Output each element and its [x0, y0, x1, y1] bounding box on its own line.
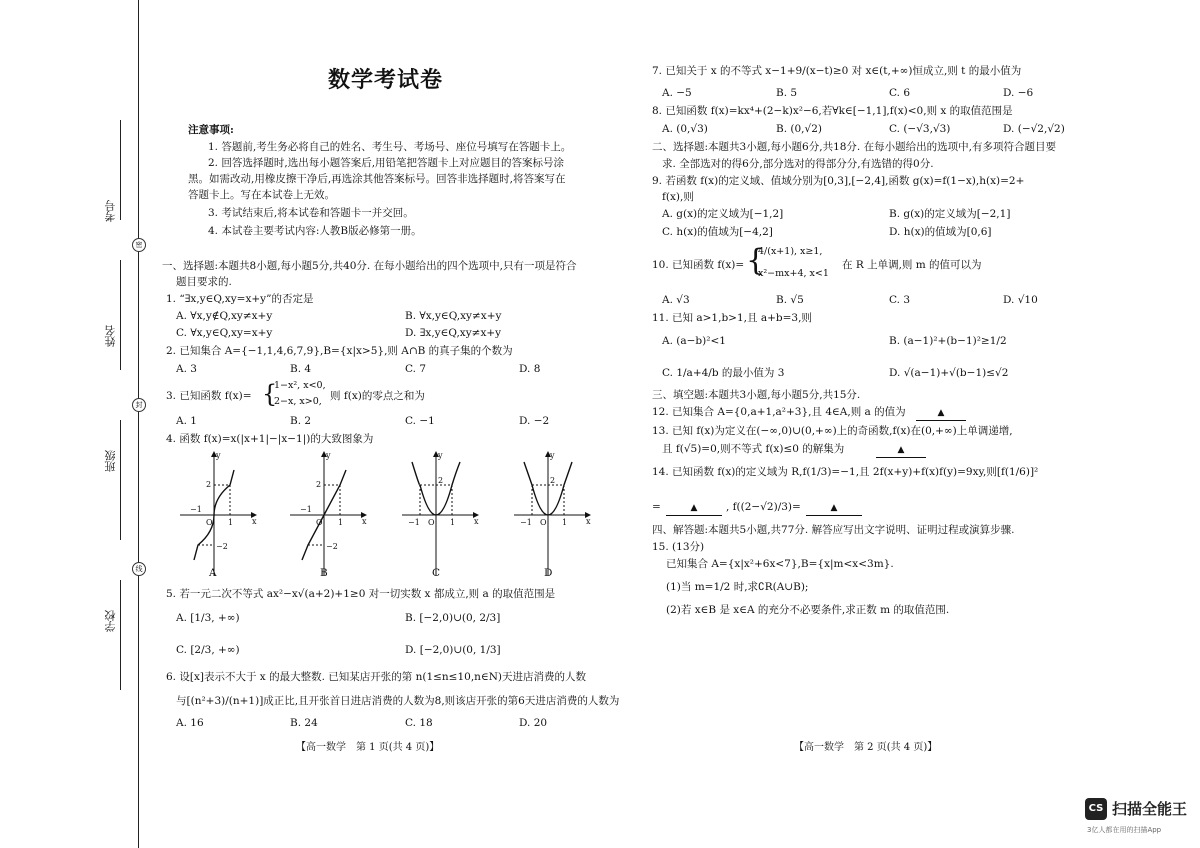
section-4-heading: 四、解答题:本题共5小题,共77分. 解答应写出文字说明、证明过程或演算步骤.: [652, 524, 1015, 536]
notice-heading: 注意事项:: [188, 124, 234, 136]
camscanner-tagline: 3亿人都在用的扫描App: [1087, 826, 1162, 834]
notice-line: 黑。如需改动,用橡皮擦干净后,再选涂其他答案标号。回答非选择题时,将答案写在: [188, 173, 566, 185]
question-8: 8. 已知函数 f(x)=kx⁴+(2−k)x²−6,若∀k∈[−1,1],f(x)<0,则 x 的取值范围是: [652, 105, 1013, 117]
svg-text:−1: −1: [190, 505, 202, 514]
banji-line: [120, 420, 121, 540]
q3-piece-2: 2−x, x>0,: [274, 396, 322, 407]
svg-text:y: y: [550, 451, 555, 460]
q4-graphs: [172, 448, 612, 582]
question-14-eq: =: [652, 501, 661, 513]
svg-text:O: O: [428, 518, 435, 527]
q11-option-b: B. (a−1)²+(b−1)²≥1/2: [889, 335, 1007, 347]
svg-text:O: O: [206, 518, 213, 527]
svg-text:2: 2: [206, 480, 212, 489]
brace: {: [262, 380, 278, 408]
question-12: 12. 已知集合 A={0,a+1,a²+3},且 4∈A,则 a 的值为: [652, 406, 906, 418]
q11-option-d: D. √(a−1)+√(b−1)≤√2: [889, 367, 1009, 379]
notice-line: 答题卡上。写在本试卷上无效。: [188, 189, 335, 201]
xingming-label: 姓名: [104, 325, 117, 347]
question-9-line-2: f(x),则: [662, 191, 694, 203]
q8-option-a: A. (0,√3): [662, 123, 708, 135]
q5-option-d: D. [−2,0)∪(0, 1/3]: [405, 644, 501, 656]
camscanner-logo-icon: CS: [1085, 798, 1107, 820]
q2-option-a: A. 3: [176, 363, 197, 375]
svg-text:−1: −1: [520, 518, 532, 527]
q8-option-d: D. (−√2,√2): [1003, 123, 1065, 135]
notice-line: 2. 回答选择题时,选出每小题答案后,用铅笔把答题卡上对应题目的答案标号涂: [208, 157, 565, 169]
q9-option-b: B. g(x)的定义域为[−2,1]: [889, 208, 1011, 220]
q7-option-b: B. 5: [776, 87, 798, 99]
question-13-line-1: 13. 已知 f(x)为定义在(−∞,0)∪(0,+∞)上的奇函数,f(x)在(0,+∞)上单调递增,: [652, 425, 1013, 437]
q2-option-d: D. 8: [519, 363, 541, 375]
question-2: 2. 已知集合 A={−1,1,4,6,7,9},B={x|x>5},则 A∩B 的真子集的个数为: [166, 345, 513, 357]
answer-blank-14b[interactable]: ▲: [806, 501, 862, 516]
question-15-part-1: (1)当 m=1/2 时,求∁R(A∪B);: [666, 581, 809, 593]
q8-option-b: B. (0,√2): [776, 123, 822, 135]
q6-option-c: C. 18: [405, 717, 433, 729]
svg-text:x: x: [362, 517, 367, 526]
svg-text:x: x: [586, 517, 591, 526]
section-3-heading: 三、填空题:本题共3小题,每小题5分,共15分.: [652, 389, 861, 401]
seal-mark-1: 密: [132, 238, 146, 252]
svg-text:y: y: [438, 451, 443, 460]
graph-label-d: D: [544, 567, 553, 579]
answer-blank-12[interactable]: ▲: [916, 406, 966, 421]
svg-text:2: 2: [316, 480, 322, 489]
binding-line: [138, 0, 139, 848]
q5-option-b: B. [−2,0)∪(0, 2/3]: [405, 612, 501, 624]
q3-option-b: B. 2: [290, 415, 312, 427]
banji-label: 班级: [104, 450, 117, 472]
camscanner-name: 扫描全能王: [1112, 800, 1188, 818]
graph-d: [514, 452, 590, 576]
q3-option-a: A. 1: [176, 415, 197, 427]
q1-option-c: C. ∀x,y∈Q,xy=x+y: [176, 327, 273, 339]
question-7: 7. 已知关于 x 的不等式 x−1+9/(x−t)≥0 对 x∈(t,+∞)恒成立,则 t 的最小值为: [652, 65, 1022, 77]
question-5: 5. 若一元二次不等式 ax²−x√(a+2)+1≥0 对一切实数 x 都成立,则 a 的取值范围是: [166, 588, 556, 600]
question-10-tail: 在 R 上单调,则 m 的值可以为: [842, 259, 982, 271]
q9-option-a: A. g(x)的定义域为[−1,2]: [662, 208, 784, 220]
xuexiao-line: [120, 580, 121, 690]
question-9-line-1: 9. 若函数 f(x)的定义域、值域分别为[0,3],[−2,4],函数 g(x)=f(1−x),h(x)=2+: [652, 175, 1025, 187]
kaohao-line: [120, 120, 121, 220]
q5-option-a: A. [1/3, +∞): [176, 612, 240, 624]
question-10-lead: 10. 已知函数 f(x)=: [652, 259, 745, 271]
q7-option-d: D. −6: [1003, 87, 1034, 99]
q10-option-d: D. √10: [1003, 294, 1038, 306]
svg-text:O: O: [316, 518, 323, 527]
question-11: 11. 已知 a>1,b>1,且 a+b=3,则: [652, 312, 812, 324]
q3-option-d: D. −2: [519, 415, 550, 427]
q3-piece-1: 1−x², x<0,: [274, 380, 326, 391]
q9-option-c: C. h(x)的值域为[−4,2]: [662, 226, 773, 238]
question-3-tail: 则 f(x)的零点之和为: [330, 390, 425, 402]
svg-text:1: 1: [338, 518, 344, 527]
seal-mark-2: 封: [132, 398, 146, 412]
seal-mark-3: 线: [132, 562, 146, 576]
q2-option-b: B. 4: [290, 363, 312, 375]
question-6-line-2: 与[(n²+3)/(n+1)]成正比,且开张首日进店消费的人数为8,则该店开张的第6天进店消费的人数为: [176, 695, 620, 707]
q6-option-d: D. 20: [519, 717, 548, 729]
answer-blank-13[interactable]: ▲: [876, 443, 926, 458]
q9-option-d: D. h(x)的值域为[0,6]: [889, 226, 992, 238]
graph-label-a: A: [209, 567, 217, 579]
q1-option-d: D. ∃x,y∈Q,xy≠x+y: [405, 327, 502, 339]
q8-option-c: C. (−√3,√3): [889, 123, 951, 135]
brace: {: [746, 243, 766, 278]
question-14: 14. 已知函数 f(x)的定义域为 R,f(1/3)=−1,且 2f(x+y)+f(x)f(y)=9xy,则[f(1/6)]²: [652, 466, 1039, 478]
svg-text:1: 1: [450, 518, 456, 527]
xuexiao-label: 学校: [104, 610, 117, 632]
svg-text:x: x: [474, 517, 479, 526]
svg-text:−2: −2: [326, 542, 338, 551]
q2-option-c: C. 7: [405, 363, 427, 375]
graph-c: [402, 452, 478, 576]
section-1-heading-cont: 题目要求的.: [176, 276, 232, 288]
question-3-lead: 3. 已知函数 f(x)=: [166, 390, 252, 402]
q5-option-c: C. [2/3, +∞): [176, 644, 240, 656]
section-2-heading: 二、选择题:本题共3小题,每小题6分,共18分. 在每小题给出的选项中,有多项符合题目要: [652, 141, 1056, 153]
question-13-line-2: 且 f(√5)=0,则不等式 f(x)≤0 的解集为: [662, 443, 845, 455]
page-footer-1: 【高一数学 第 1 页(共 4 页)】: [296, 742, 440, 753]
question-15-part-2: (2)若 x∈B 是 x∈A 的充分不必要条件,求正数 m 的取值范围.: [666, 604, 950, 616]
notice-line: 4. 本试卷主要考试内容:人教B版必修第一册。: [208, 225, 422, 237]
q11-option-c: C. 1/a+4/b 的最小值为 3: [662, 367, 785, 379]
svg-text:−1: −1: [408, 518, 420, 527]
question-6-line-1: 6. 设[x]表示不大于 x 的最大整数. 已知某店开张的第 n(1≤n≤10,n∈N)天进店消费的人数: [166, 671, 586, 683]
q6-option-b: B. 24: [290, 717, 318, 729]
svg-text:2: 2: [550, 476, 556, 485]
question-14-part2: , f((2−√2)/3)=: [726, 501, 801, 513]
q7-option-a: A. −5: [662, 87, 692, 99]
graph-label-b: B: [320, 567, 328, 579]
page-title: 数学考试卷: [328, 67, 444, 93]
svg-text:O: O: [540, 518, 547, 527]
q10-piece-1: 4/(x+1), x≥1,: [758, 246, 823, 257]
q1-option-b: B. ∀x,y∈Q,xy≠x+y: [405, 310, 502, 322]
q1-option-a: A. ∀x,y∉Q,xy≠x+y: [176, 310, 273, 322]
page-footer-2: 【高一数学 第 2 页(共 4 页)】: [794, 742, 938, 753]
svg-text:−1: −1: [300, 505, 312, 514]
q10-option-c: C. 3: [889, 294, 911, 306]
q10-piece-2: x²−mx+4, x<1: [758, 268, 829, 279]
svg-text:y: y: [326, 451, 331, 460]
notice-line: 1. 答题前,考生务必将自己的姓名、考生号、考场号、座位号填写在答题卡上。: [208, 141, 572, 153]
graph-label-c: C: [432, 567, 441, 579]
graph-b: [290, 452, 366, 576]
q10-option-b: B. √5: [776, 294, 804, 306]
q7-option-c: C. 6: [889, 87, 911, 99]
svg-text:1: 1: [562, 518, 568, 527]
question-1: 1. “∃x,y∈Q,xy=x+y”的否定是: [166, 293, 314, 305]
q6-option-a: A. 16: [176, 717, 204, 729]
notice-line: 3. 考试结束后,将本试卷和答题卡一并交回。: [208, 207, 414, 219]
xingming-line: [120, 260, 121, 370]
q10-option-a: A. √3: [662, 294, 690, 306]
question-4: 4. 函数 f(x)=x(|x+1|−|x−1|)的大致图象为: [166, 433, 374, 445]
q11-option-a: A. (a−b)²<1: [662, 335, 726, 347]
question-15-stem: 已知集合 A={x|x²+6x<7},B={x|m<x<3m}.: [666, 558, 894, 570]
svg-text:−2: −2: [216, 542, 228, 551]
kaohao-label: 考号: [104, 200, 117, 222]
section-1-heading: 一、选择题:本题共8小题,每小题5分,共40分. 在每小题给出的四个选项中,只有一项是符合: [162, 260, 577, 272]
section-2-heading-cont: 求. 全部选对的得6分,部分选对的得部分分,有选错的得0分.: [662, 158, 934, 170]
svg-text:1: 1: [228, 518, 234, 527]
answer-blank-14a[interactable]: ▲: [666, 501, 722, 516]
graph-a: [180, 452, 256, 576]
svg-text:y: y: [216, 451, 221, 460]
question-15: 15. (13分): [652, 541, 705, 553]
svg-text:2: 2: [438, 476, 444, 485]
svg-text:x: x: [252, 517, 257, 526]
q3-option-c: C. −1: [405, 415, 435, 427]
